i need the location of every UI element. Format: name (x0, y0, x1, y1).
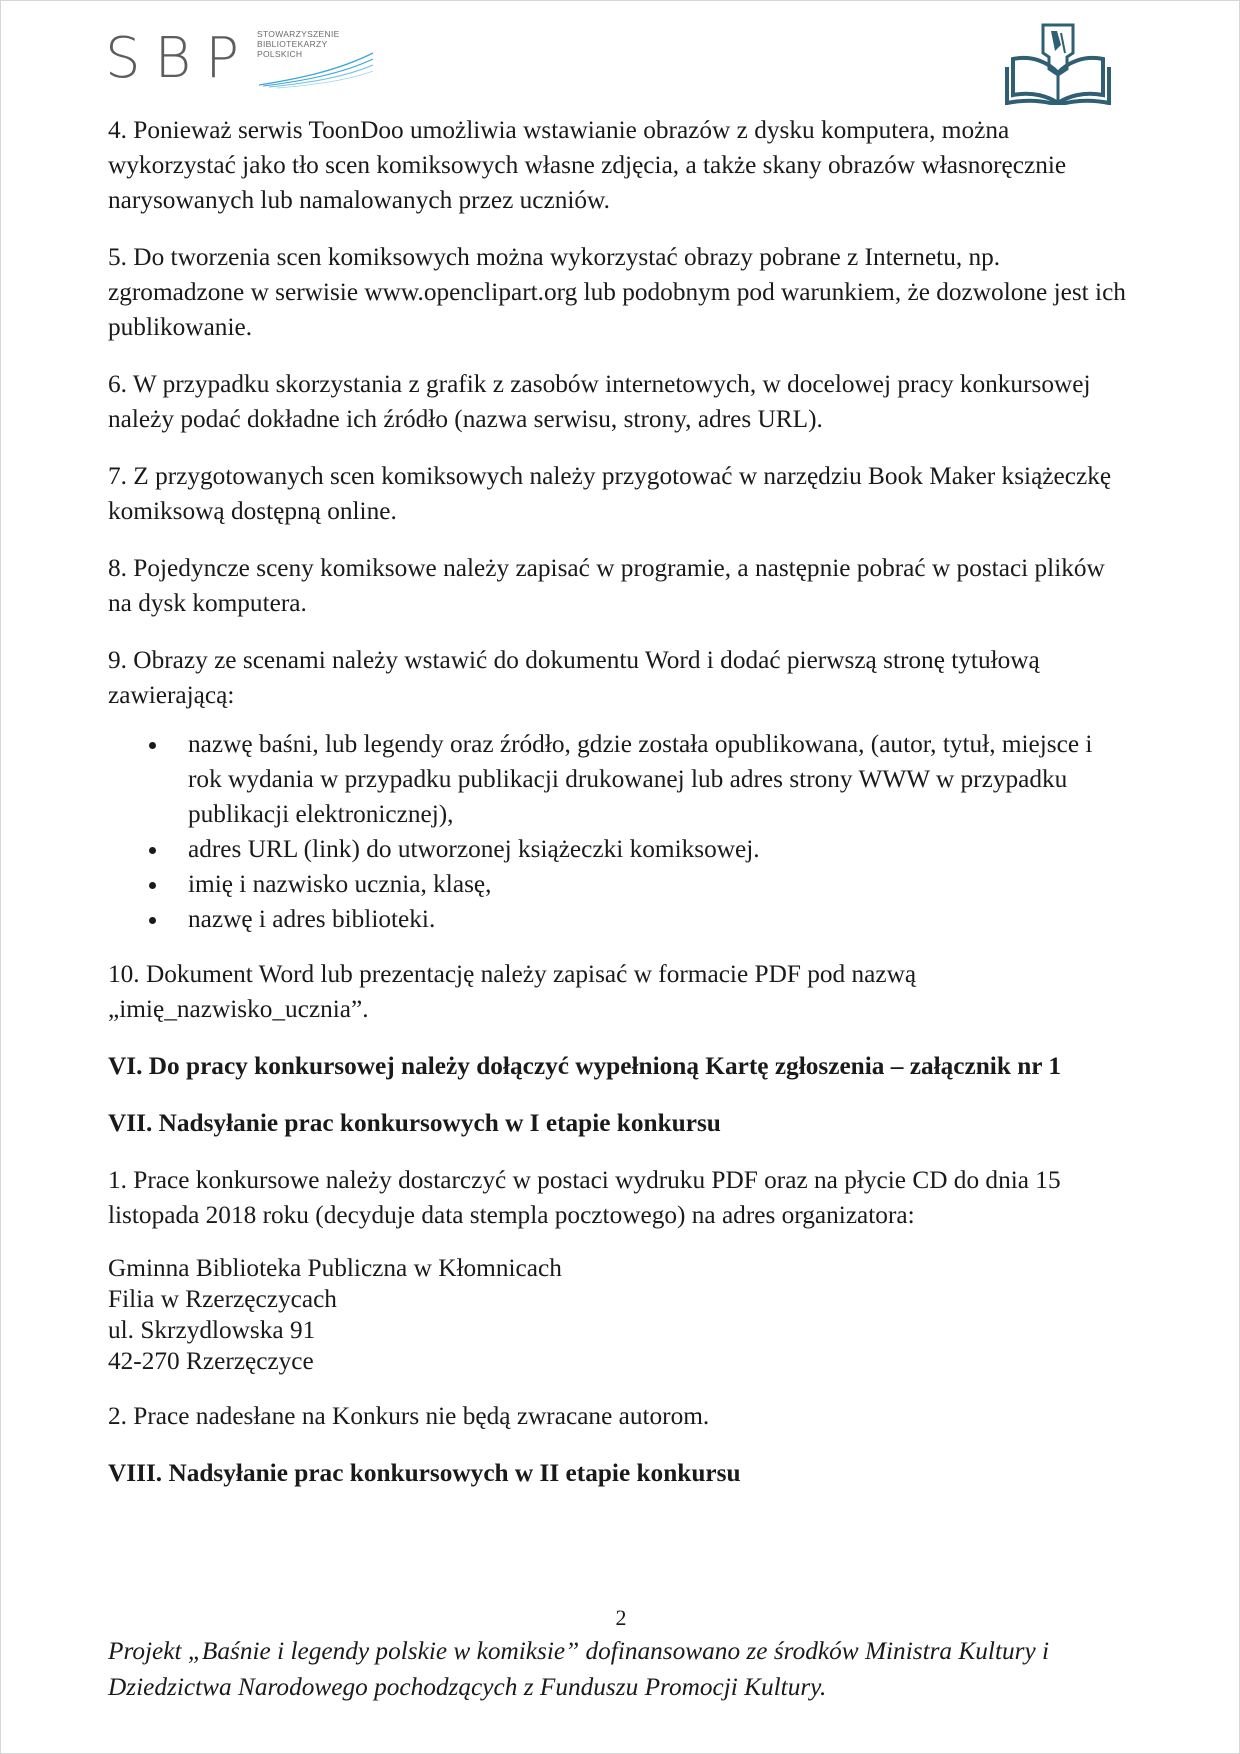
section-heading-viii: VIII. Nadsyłanie prac konkursowych w II etapie konkursu (108, 1459, 741, 1487)
sbp-logo-line: BIBLIOTEKARZY (256, 39, 328, 49)
library-crest-icon (1005, 23, 1111, 105)
address-line: Gminna Biblioteka Publiczna w Kłomnicach (108, 1254, 562, 1282)
sbp-logo-line: POLSKICH (256, 49, 303, 59)
list-item: nazwę baśni, lub legendy oraz źródło, gdzie została opublikowana, (autor, tytuł, miejsce i rok wydania w przypadku publikacji drukowanej lub adres strony WWW w przypadku publikacji elektronicznej), (108, 727, 1128, 832)
sbp-logo-caption (257, 29, 377, 93)
paragraph-4: 4. Ponieważ serwis ToonDoo umożliwia wstawianie obrazów z dysku komputera, można wykorzystać jako tło scen komiksowych własne zdjęcia, a także skany obrazów własnoręcznie narysowanych lub namalowanych przez uczniów. (108, 116, 1067, 214)
paragraph-vii-1: 1. Prace konkursowe należy dostarczyć w postaci wydruku PDF oraz na płycie CD do dnia 15 listopada 2018 roku (decyduje data stempla pocztowego) na adres organizatora: (108, 1166, 1061, 1229)
bullet-icon (149, 882, 156, 889)
organizer-address (108, 1253, 1128, 1377)
bullet-icon (149, 847, 156, 854)
list-item: adres URL (link) do utworzonej książeczki komiksowej. (108, 832, 1128, 867)
section-heading-vii: VII. Nadsyłanie prac konkursowych w I etapie konkursu (108, 1109, 721, 1137)
document-body (108, 113, 1128, 1513)
footer-funding-note: Projekt „Baśnie i legendy polskie w komiksie” dofinansowano ze środków Ministra Kultury i Dziedzictwa Narodowego pochodzących z Funduszu Promocji Kultury. (108, 1637, 1050, 1701)
paragraph-5: 5. Do tworzenia scen komiksowych można wykorzystać obrazy pobrane z Internetu, np. zgromadzone w serwisie www.openclipart.org lub podobnym pod warunkiem, że dozwolone jest ich publikowanie. (108, 243, 1126, 341)
page-header (1, 1, 1240, 111)
section-heading-vi: VI. Do pracy konkursowej należy dołączyć wypełnioną Kartę zgłoszenia – załącznik nr 1 (108, 1052, 1062, 1080)
paragraph-8: 8. Pojedyncze sceny komiksowe należy zapisać w programie, a następnie pobrać w postaci plików na dysk komputera. (108, 554, 1105, 617)
sbp-logo (105, 26, 377, 91)
paragraph-vii-2: 2. Prace nadesłane na Konkurs nie będą zwracane autorom. (108, 1402, 710, 1430)
paragraph-7: 7. Z przygotowanych scen komiksowych należy przygotować w narzędziu Book Maker książeczkę komiksową dostępną online. (108, 462, 1112, 525)
paragraph-9: 9. Obrazy ze scenami należy wstawić do dokumentu Word i dodać pierwszą stronę tytułową zawierającą: (108, 646, 1040, 709)
title-page-requirements-list (108, 727, 1128, 937)
sbp-logo-line: STOWARZYSZENIE (256, 29, 340, 39)
paragraph-6: 6. W przypadku skorzystania z grafik z zasobów internetowych, w docelowej pracy konkursowej należy podać dokładne ich źródło (nazwa serwisu, strony, adres URL). (108, 370, 1091, 433)
list-item: imię i nazwisko ucznia, klasę, (108, 867, 1128, 902)
list-item: nazwę i adres biblioteki. (108, 902, 1128, 937)
page-number: 2 (615, 1605, 627, 1630)
sbp-logo-letters: SBP (105, 26, 253, 91)
address-line: ul. Skrzydlowska 91 (108, 1316, 316, 1344)
paragraph-10: 10. Dokument Word lub prezentację należy zapisać w formacie PDF pod nazwą „imię_nazwisko_ucznia”. (108, 960, 917, 1023)
bullet-icon (149, 742, 156, 749)
address-line: 42-270 Rzerzęczyce (108, 1347, 314, 1375)
sbp-swoosh-icon (257, 49, 375, 89)
address-line: Filia w Rzerzęczycach (108, 1285, 337, 1313)
bullet-icon (149, 917, 156, 924)
